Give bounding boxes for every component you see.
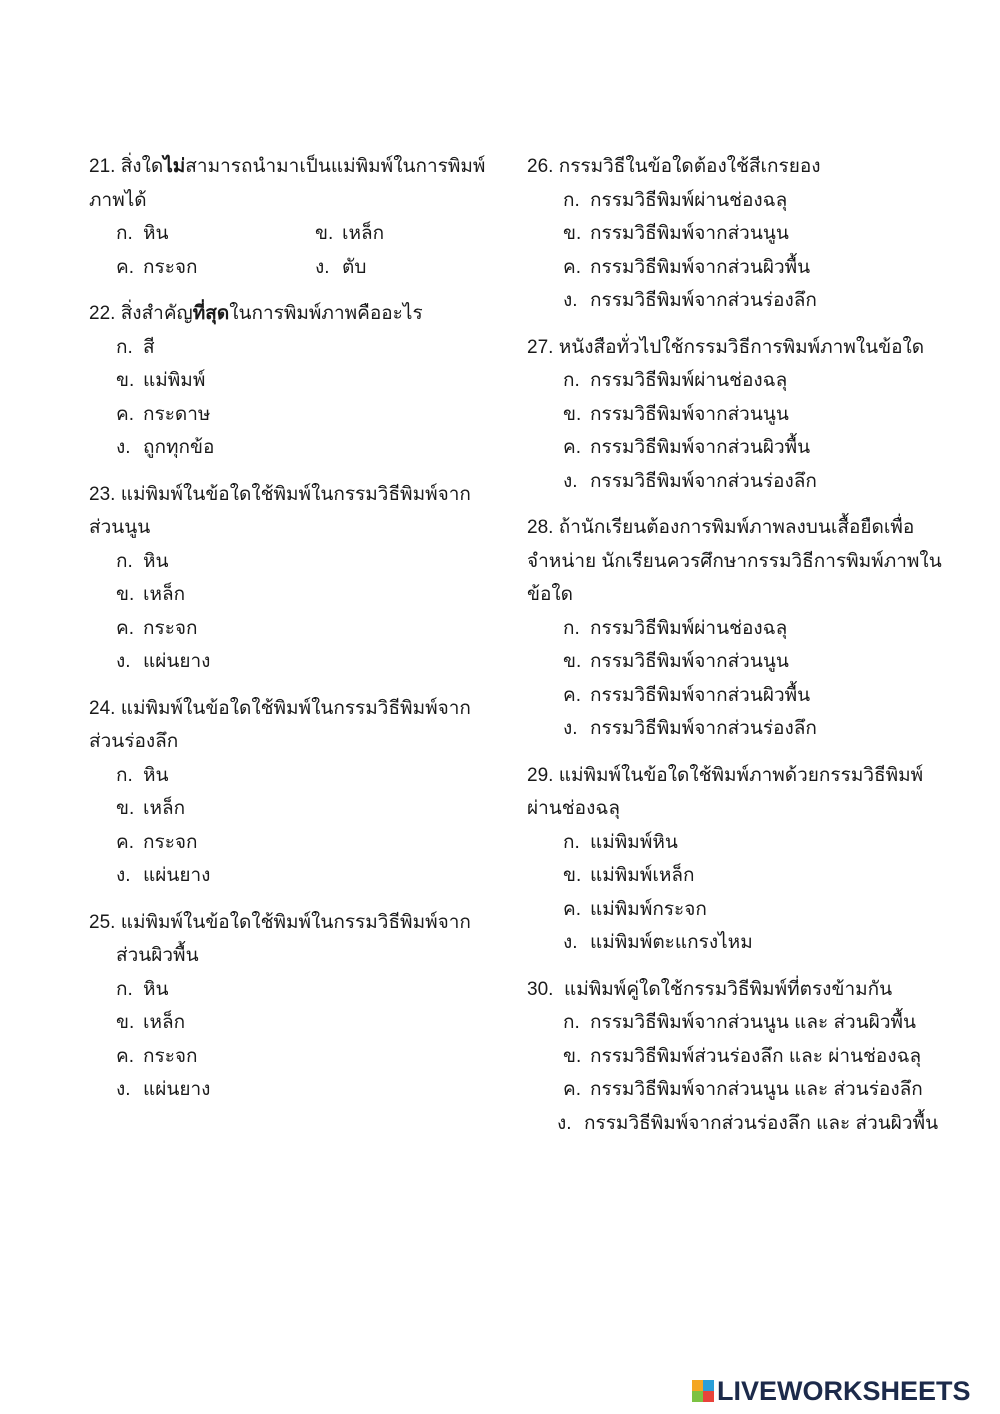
option[interactable]: ง. ถูกทุกข้อ xyxy=(116,437,215,458)
option[interactable]: ข. เหล็ก xyxy=(116,1012,186,1033)
question-28-text-line3: ข้อใด xyxy=(527,584,574,605)
question-21-text: 21. สิ่งใดไม่สามารถนำมาเป็นแม่พิมพ์ในการพิมพ์ xyxy=(89,156,486,177)
option[interactable]: ง. กรรมวิธีพิมพ์จากส่วนร่องลึก xyxy=(563,290,817,311)
option[interactable]: ก. กรรมวิธีพิมพ์จากส่วนนูน และ ส่วนผิวพื้น xyxy=(563,1012,917,1033)
option[interactable]: ข. เหล็ก xyxy=(116,798,186,819)
option[interactable]: ข. เหล็ก xyxy=(116,584,186,605)
question-26-text: 26. กรรมวิธีในข้อใดต้องใช้สีเกรยอง xyxy=(527,156,821,177)
question-23 xyxy=(89,478,489,679)
option[interactable]: ก. หิน xyxy=(116,978,169,1000)
option[interactable]: ค. กรรมวิธีพิมพ์จากส่วนผิวพื้น xyxy=(563,437,811,458)
option[interactable]: ค. กระจก xyxy=(116,831,198,853)
question-21 xyxy=(89,150,489,284)
question-23-options xyxy=(89,545,489,679)
option[interactable]: ก. หิน xyxy=(116,764,169,786)
question-28 xyxy=(527,511,947,746)
option[interactable]: ง. กรรมวิธีพิมพ์จากส่วนร่องลึก xyxy=(563,470,817,492)
question-30 xyxy=(527,973,947,1141)
question-21-text-line2: ภาพได้ xyxy=(89,189,147,211)
question-29-text-line2: ผ่านช่องฉลุ xyxy=(527,798,620,819)
question-23-text-line2: ส่วนนูน xyxy=(89,517,151,538)
option[interactable]: ง. แม่พิมพ์ตะแกรงไหม xyxy=(563,932,753,953)
question-26 xyxy=(527,150,947,318)
option[interactable]: ค. กระจก xyxy=(116,1045,198,1067)
option[interactable]: ก. แม่พิมพ์หิน xyxy=(563,831,678,853)
liveworksheets-logo xyxy=(692,1376,971,1406)
right-column xyxy=(527,150,947,1153)
question-29 xyxy=(527,759,947,960)
option[interactable]: ค. กรรมวิธีพิมพ์จากส่วนผิวพื้น xyxy=(563,684,811,706)
question-25-text: 25. แม่พิมพ์ในข้อใดใช้พิมพ์ในกรรมวิธีพิมพ์จาก xyxy=(89,911,471,933)
question-24-options xyxy=(89,759,489,893)
question-28-text: 28. ถ้านักเรียนต้องการพิมพ์ภาพลงบนเสื้อยืดเพื่อ xyxy=(527,517,915,538)
option[interactable]: ค. กรรมวิธีพิมพ์จากส่วนนูน และ ส่วนร่องลึก xyxy=(563,1079,923,1100)
option[interactable]: ค. กระดาษ xyxy=(116,403,211,425)
option[interactable]: ข. กรรมวิธีพิมพ์จากส่วนนูน xyxy=(563,403,789,425)
liveworksheets-logo-text: LIVEWORKSHEETS xyxy=(717,1375,971,1406)
option[interactable]: ง. ตับ xyxy=(315,256,367,278)
option[interactable]: ง. แผ่นยาง xyxy=(116,651,211,672)
question-22-options xyxy=(89,331,489,465)
question-25-text-line2: ส่วนผิวพื้น xyxy=(116,945,199,966)
option[interactable]: ก. กรรมวิธีพิมพ์ผ่านช่องฉลุ xyxy=(563,617,788,639)
option[interactable]: ง. กรรมวิธีพิมพ์จากส่วนร่องลึก xyxy=(563,718,817,739)
question-23-text: 23. แม่พิมพ์ในข้อใดใช้พิมพ์ในกรรมวิธีพิมพ์จาก xyxy=(89,483,471,505)
question-21-options xyxy=(89,217,489,284)
option[interactable]: ค. กรรมวิธีพิมพ์จากส่วนผิวพื้น xyxy=(563,256,811,278)
question-29-options xyxy=(527,826,947,960)
option[interactable]: ก. กรรมวิธีพิมพ์ผ่านช่องฉลุ xyxy=(563,370,788,391)
option[interactable]: ง. กรรมวิธีพิมพ์จากส่วนร่องลึก และ ส่วนผิวพื้น xyxy=(557,1112,939,1134)
option[interactable]: ก. สี xyxy=(116,336,155,358)
option[interactable]: ก. หิน xyxy=(116,223,169,244)
option[interactable]: ก. กรรมวิธีพิมพ์ผ่านช่องฉลุ xyxy=(563,189,788,211)
question-28-options xyxy=(527,612,947,746)
option[interactable]: ข. แม่พิมพ์เหล็ก xyxy=(563,865,695,886)
question-22-text: 22. สิ่งสำคัญที่สุดในการพิมพ์ภาพคืออะไร xyxy=(89,303,423,324)
question-25 xyxy=(89,906,489,1107)
question-24-text-line2: ส่วนร่องลึก xyxy=(89,731,179,752)
question-30-options xyxy=(527,1006,947,1140)
option[interactable]: ง. แผ่นยาง xyxy=(116,1079,211,1100)
option[interactable]: ก. หิน xyxy=(116,550,169,572)
liveworksheets-logo-icon xyxy=(692,1380,714,1402)
question-22 xyxy=(89,297,489,465)
option[interactable]: ข. กรรมวิธีพิมพ์ส่วนร่องลึก และ ผ่านช่องฉลุ xyxy=(563,1045,922,1067)
option[interactable]: ข. เหล็ก xyxy=(315,223,385,244)
question-24-text: 24. แม่พิมพ์ในข้อใดใช้พิมพ์ในกรรมวิธีพิมพ์จาก xyxy=(89,697,471,719)
option[interactable]: ง. แผ่นยาง xyxy=(116,865,211,886)
question-27-text: 27. หนังสือทั่วไปใช้กรรมวิธีการพิมพ์ภาพในข้อใด xyxy=(527,336,925,358)
question-27-options xyxy=(527,364,947,498)
option[interactable]: ค. กระจก xyxy=(116,617,198,639)
question-28-text-line2: จำหน่าย นักเรียนควรศึกษากรรมวิธีการพิมพ์ภาพใน xyxy=(527,550,942,572)
question-30-text: 30. แม่พิมพ์คู่ใดใช้กรรมวิธีพิมพ์ที่ตรงข้ามกัน xyxy=(527,978,893,1000)
question-24 xyxy=(89,692,489,893)
option[interactable]: ข. แม่พิมพ์ xyxy=(116,370,206,391)
question-29-text: 29. แม่พิมพ์ในข้อใดใช้พิมพ์ภาพด้วยกรรมวิธีพิมพ์ xyxy=(527,764,924,786)
option[interactable]: ข. กรรมวิธีพิมพ์จากส่วนนูน xyxy=(563,651,789,672)
option[interactable]: ค. กระจก xyxy=(116,256,198,278)
option[interactable]: ข. กรรมวิธีพิมพ์จากส่วนนูน xyxy=(563,223,789,244)
option[interactable]: ค. แม่พิมพ์กระจก xyxy=(563,898,707,920)
question-27 xyxy=(527,331,947,499)
left-column xyxy=(89,150,489,1120)
question-26-options xyxy=(527,184,947,318)
question-25-options xyxy=(89,973,489,1107)
